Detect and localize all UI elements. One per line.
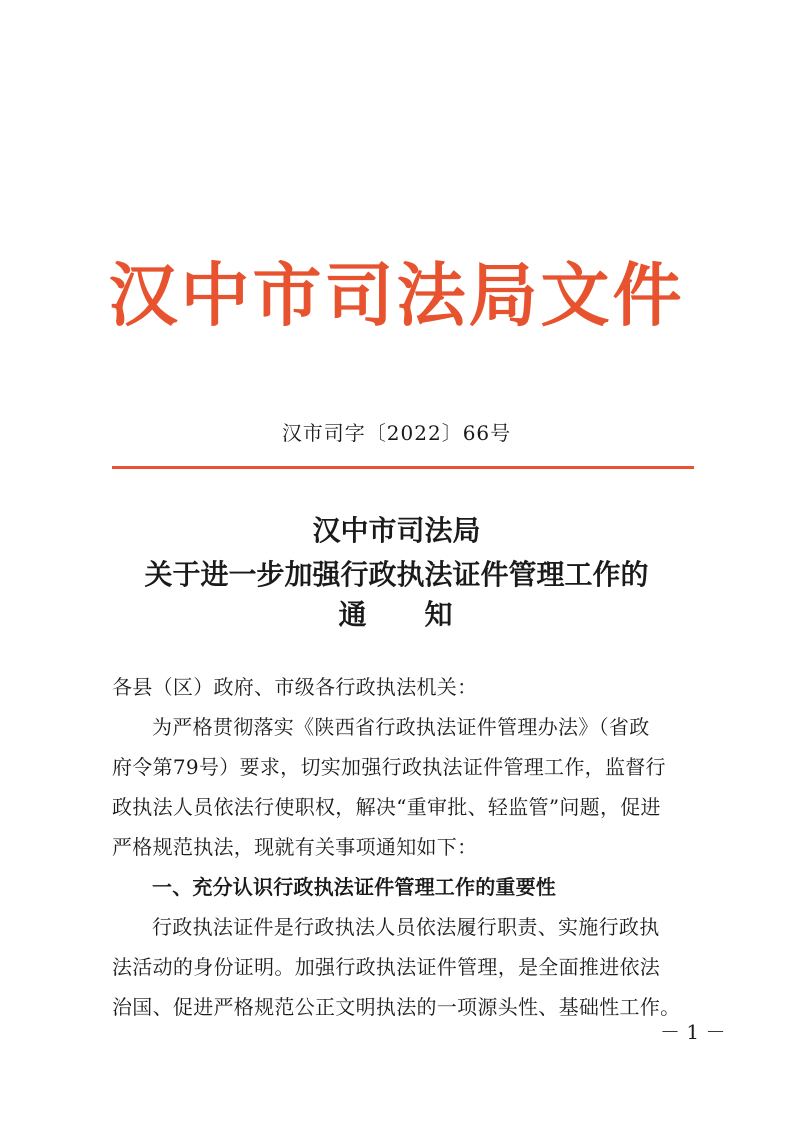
paragraph-1-line-4: 严格规范执法，现就有关事项通知如下： — [112, 835, 478, 859]
document-number: 汉市司字〔2022〕66号 — [281, 421, 512, 445]
section-1-heading: 一、充分认识行政执法证件管理工作的重要性 — [152, 875, 556, 899]
paragraph-2-line-1: 行政执法证件是行政执法人员依法履行职责、实施行政执 — [152, 915, 660, 939]
paragraph-1-line-2: 府令第79号）要求，切实加强行政执法证件管理工作，监督行 — [112, 755, 666, 779]
paragraph-2-line-3: 治国、促进严格规范公正文明执法的一项源头性、基础性工作。 — [112, 995, 681, 1019]
paragraph-1-line-1: 为严格贯彻落实《陕西省行政执法证件管理办法》（省政 — [152, 715, 650, 739]
notice-title-line-2: 关于进一步加强行政执法证件管理工作的 — [144, 558, 649, 591]
notice-title-char-1: 通 — [338, 598, 369, 631]
salutation: 各县（区）政府、市级各行政执法机关： — [112, 675, 478, 699]
paragraph-2-line-2: 法活动的身份证明。加强行政执法证件管理，是全面推进依法 — [112, 955, 661, 979]
page-number: － 1 － — [660, 1020, 726, 1044]
masthead-title: 汉中市司法局文件 — [108, 256, 685, 336]
notice-title-line-3 — [0, 598, 793, 631]
notice-title-char-2: 知 — [424, 598, 455, 631]
paragraph-1-line-3: 政执法人员依法行使职权，解决“重审批、轻监管”问题，促进 — [112, 795, 661, 819]
notice-title-line-1: 汉中市司法局 — [312, 514, 481, 547]
red-divider-line — [112, 466, 694, 469]
